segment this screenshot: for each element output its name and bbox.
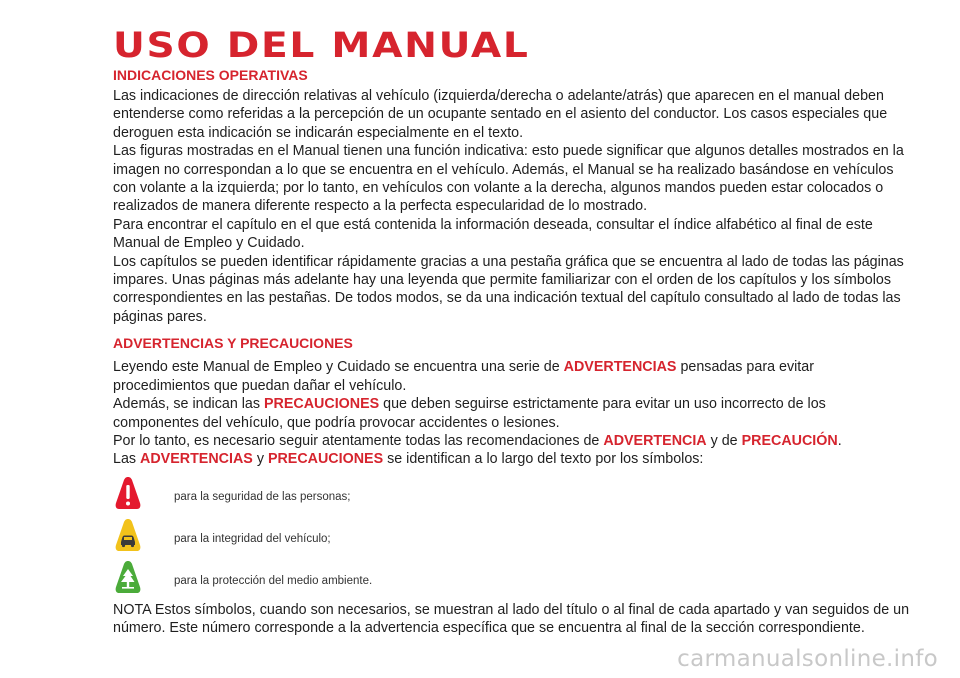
emphasis: ADVERTENCIAS bbox=[563, 359, 677, 376]
symbol-row-ambiente bbox=[113, 557, 913, 597]
symbol-row-personas bbox=[113, 473, 913, 513]
section-body-indicaciones bbox=[113, 87, 913, 326]
paragraph: Las ADVERTENCIAS y PRECAUCIONES se identifican a lo largo del texto por los símbolos: bbox=[113, 451, 704, 468]
symbol-label: para la integridad del vehículo; bbox=[174, 532, 331, 545]
paragraph: Para encontrar el capítulo en el que está contenida la información deseada, consultar el índice alfabético al final de este Manual de Empleo y Cuidado. bbox=[113, 216, 873, 252]
paragraph: Los capítulos se pueden identificar rápidamente gracias a una pestaña gráfica que se encuentra al lado de todas las páginas impares. Unas páginas más adelante hay una leyenda que permite familiarizar con el orden de los capítulos y los símbolos correspondientes en las pestañas. De todos modos, se da una indicación textual del capítulo consultado al lado de todas las páginas pares. bbox=[113, 253, 904, 325]
symbol-label: para la protección del medio ambiente. bbox=[174, 574, 373, 587]
paragraph: Las indicaciones de dirección relativas al vehículo (izquierda/derecha o adelante/atrás) que aparecen en el manual deben entenderse como referidas a la percepción de un ocupante sentado en el asiento del conductor. Los casos especiales que deroguen esta indicación se indicarán especialmente en el texto. bbox=[113, 88, 888, 141]
paragraph: Además, se indican las PRECAUCIONES que deben seguirse estrictamente para evitar un uso incorrecto de los componentes del vehículo, que podría provocar accidentes o lesiones. bbox=[113, 396, 826, 431]
section-body-advertencias bbox=[113, 358, 913, 637]
tree-environment-icon bbox=[114, 560, 142, 594]
note-paragraph: NOTA Estos símbolos, cuando son necesarios, se muestran al lado del título o al final de cada apartado y van seguidos de un número. Este número corresponde a la advertencia específica que se encuentra al final de la sección correspondiente. bbox=[113, 601, 910, 637]
symbol-row-vehiculo bbox=[113, 515, 913, 555]
symbol-label: para la seguridad de las personas; bbox=[174, 490, 351, 503]
paragraph: Las figuras mostradas en el Manual tienen una función indicativa: esto puede significar que algunos detalles mostrados en la imagen no correspondan a lo que se encuentra en el vehículo. Además, el Manual se ha realizado basándose en vehículos con volante a la izquierda; por lo tanto, en vehículos con volante a la derecha, algunos mandos pueden estar colocados o realizados de manera diferente respecto a la perfecta especularidad de lo mostrado. bbox=[113, 143, 904, 215]
section-heading-indicaciones: INDICACIONES OPERATIVAS bbox=[113, 67, 308, 83]
car-warning-icon bbox=[114, 518, 142, 552]
person-warning-icon bbox=[114, 476, 142, 510]
emphasis: ADVERTENCIA bbox=[603, 432, 707, 449]
paragraph: Por lo tanto, es necesario seguir atentamente todas las recomendaciones de ADVERTENCIA y de PRECAUCIÓN. bbox=[113, 432, 842, 449]
emphasis: ADVERTENCIAS bbox=[140, 451, 253, 468]
section-heading-advertencias: ADVERTENCIAS Y PRECAUCIONES bbox=[113, 335, 353, 352]
emphasis: PRECAUCIONES bbox=[267, 451, 384, 468]
symbol-legend bbox=[113, 473, 913, 597]
manual-page bbox=[113, 28, 913, 638]
emphasis: PRECAUCIONES bbox=[264, 396, 380, 413]
page-title: USO DEL MANUAL bbox=[113, 26, 530, 66]
watermark: carmanualsonline.info bbox=[677, 646, 938, 672]
paragraph: Leyendo este Manual de Empleo y Cuidado se encuentra una serie de ADVERTENCIAS pensadas para evitar procedimientos que puedan dañar el vehículo. bbox=[113, 359, 814, 394]
emphasis: PRECAUCIÓN bbox=[741, 432, 838, 449]
